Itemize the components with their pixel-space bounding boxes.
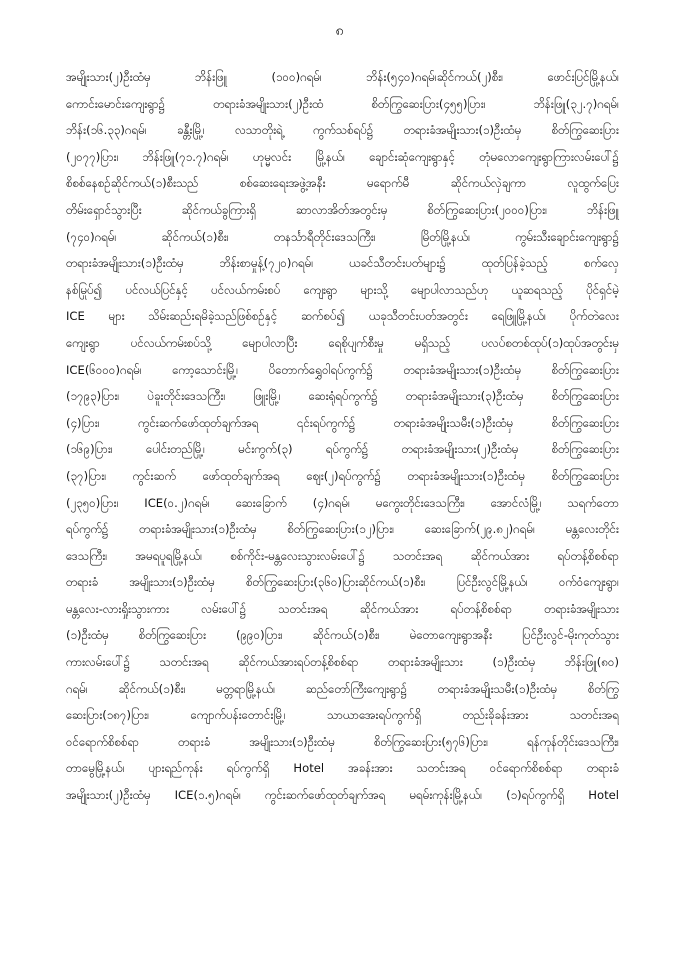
text-line: ဝင်ရောက်စိစစ်ရာ တရားခံ အမျိုးသား(၁)ဦးထံမှ စိတ်ကြွဆေးပြား(၅၇၆)ပြား၊ ရန်ကုန်တိုင်းဒေသကြီး၊ xyxy=(66,734,619,749)
text-line: အမျိုးသား(၂)ဦးထံမှ ICE(၁.၅)ဂရမ်၊ ကွင်းဆက်ဖော်ထုတ်ချက်အရ မရမ်းကုန်းမြို့နယ်၊ (၁)ရပ်ကွက်ရှိ Hotel xyxy=(66,788,619,803)
text-line: ကားလမ်းပေါ်၌ သတင်းအရ ဆိုင်ကယ်အားရပ်တန့်စိစစ်ရာ တရားခံအမျိုးသား (၁)ဦးထံမှ ဘိန်းဖြူ(၈၀) xyxy=(66,655,619,670)
text-line: ဒေသကြီး၊ အမရပူရမြို့နယ်၊ စစ်ကိုင်း-မန္တလေးသွားလမ်းပေါ်၌ သတင်းအရ ဆိုင်ကယ်အား ရပ်တန့်စိစစ်ရာ xyxy=(66,548,619,563)
text-line: မန္တလေး-လားရှိုးသွားကား လမ်းပေါ်၌ သတင်းအရ ဆိုင်ကယ်အား ရပ်တန့်စိစစ်ရာ တရားခံအမျိုးသား xyxy=(66,601,619,616)
text-line: (၇၄၀)ဂရမ်၊ ဆိုင်ကယ်(၁)စီး၊ တနင်္သာရီတိုင်းဒေသကြီး၊ မြိတ်မြို့နယ်၊ ကွမ်းသီးချောင်းကျေးရွာ၌ xyxy=(66,229,619,244)
text-line: တိမ်းရှောင်သွားပြီး ဆိုင်ကယ်ခွကြားရှိ ဆာလာအိတ်အတွင်းမှ စိတ်ကြွဆေးပြား(၂၀၀၀)ပြား၊ ဘိန်းဖြူ xyxy=(66,202,619,217)
text-line: (၂၀၇၇)ပြား၊ ဘိန်းဖြူ(၇၁.၇)ဂရမ်၊ ဟုမ္မလင်း မြို့နယ်၊ ချောင်းဆုံကျေးရွာနှင့် တုံမလောကျေးရွာကြားလမ်းပေါ်၌ xyxy=(66,149,619,164)
text-line: အမျိုးသား(၂)ဦးထံမှ ဘိန်းဖြူ (၁၀၀)ဂရမ်၊ ဘိန်း(၅၄၀)ဂရမ်၊ဆိုင်ကယ်(၂)စီး၊ ဖောင်းပြင်မြို့နယ်၊ xyxy=(66,70,619,84)
text-line: ICE(၆၀၀၀)ဂရမ်၊ ကော့သောင်းမြို့၊ ပိတောက်ရွှေဝါရပ်ကွက်၌ တရားခံအမျိုးသား(၁)ဦးထံမှ စိတ်ကြွဆေးပြား xyxy=(66,362,619,377)
page-number: ၈ xyxy=(335,23,344,39)
text-line: (၁၆၉)ပြား၊ ပေါင်းတည်မြို့၊ မင်းကွက်(၃) ရပ်ကွက်၌ တရားခံအမျိုးသား(၂)ဦးထံမှ စိတ်ကြွဆေးပြား xyxy=(66,442,619,457)
text-line: ကျေးရွာ ပင်လယ်ကမ်းစပ်သို့ မျောပါလာပြီး ရေစိုပျက်စီးမှု မရှိသည့် ပလပ်စတစ်ထုပ်(၁)ထုပ်အတွင်းမှ xyxy=(66,335,619,350)
text-line: (၄)ပြား၊ ကွင်းဆက်ဖော်ထုတ်ချက်အရ ၎င်းရပ်ကွက်၌ တရားခံအမျိုးသမီး(၁)ဦးထံမှ စိတ်ကြွဆေးပြား xyxy=(66,415,619,430)
text-line: (၁၇၉၃)ပြား၊ ပဲခူးတိုင်းဒေသကြီး၊ ဖြူးမြို့၊ ဆေးရုံရပ်ကွက်၌ တရားခံအမျိုးသား(၃)ဦးထံမှ စိတ်ကြွဆေးပြား xyxy=(66,389,619,404)
text-line: (၃၇)ပြား၊ ကွင်းဆက် ဖော်ထုတ်ချက်အရ ဈေး(၂)ရပ်ကွက်၌ တရားခံအမျိုးသား(၁)ဦးထံမှ စိတ်ကြွဆေးပြား xyxy=(66,468,619,483)
text-line: နစ်မြုပ်၍ ပင်လယ်ပြင်နှင့် ပင်လယ်ကမ်းစပ် ကျေးရွာ များသို့ မျောပါလာသည်ဟု ယူဆရသည့် ပိုင်ရှင်မဲ့ xyxy=(66,282,619,297)
text-line: ဆေးပြား(၁၈၇)ပြား၊ ကျောက်ပန်းတောင်းမြို့၊ သာယာအေးရပ်ကွက်ရှိ တည်းခိုခန်းအား သတင်းအရ xyxy=(66,708,619,723)
text-line: ရပ်ကွက်၌ တရားခံအမျိုးသား(၁)ဦးထံမှ စိတ်ကြွဆေးပြား(၁၂)ပြား၊ ဆေးခြောက်(၂၉.၈၂)ဂရမ်၊ မန္တလေးတိုင်း xyxy=(66,522,619,537)
text-line: ICE များ သိမ်းဆည်းရမိခဲ့သည်ဖြစ်စဉ်နှင့် ဆက်စပ်၍ ယခုသီတင်းပတ်အတွင်း ရေဖြူမြို့နယ်၊ ပိုက်တဲလေး xyxy=(66,309,619,324)
text-line: တရားခံအမျိုးသား(၁)ဦးထံမှ ဘိန်းစာမှုန့်(၇၂၀)ဂရမ်၊ ယခင်သီတင်းပတ်များ၌ ထုတ်ပြန်ခဲ့သည့် စက်လှေ xyxy=(66,256,619,271)
text-line: (၂၃၅၀)ပြား၊ ICE(၀.၂)ဂရမ်၊ ဆေးခြောက် (၄)ဂရမ်၊ မကွေးတိုင်းဒေသကြီး၊ အောင်လံမြို့၊ သရက်တော xyxy=(66,495,619,510)
text-line: ဘိန်း(၁၆.၃၃)ဂရမ်၊ ခန္တီးမြို့၊ လသာတိုးရဲ့ ကွက်သစ်ရပ်၌ တရားခံအမျိုးသား(၁)ဦးထံမှ စိတ်ကြွဆေးပြား xyxy=(66,123,619,138)
text-line: စိစစ်နေစဉ်ဆိုင်ကယ်(၁)စီးသည် စစ်ဆေးရေးအဖွဲ့အနီး မရောက်မီ ဆိုင်ကယ်လှဲချကာ လူထွက်ပြေး xyxy=(66,176,619,191)
text-line: တာမွေမြို့နယ်၊ ပျားရည်ကုန်း ရပ်ကွက်ရှိ Hotel အခန်းအား သတင်းအရ ဝင်ရောက်စိစစ်ရာ တရားခံ xyxy=(66,761,619,776)
text-line: (၁)ဦးထံမှ စိတ်ကြွဆေးပြား (၉၉၀)ပြား၊ ဆိုင်ကယ်(၁)စီး၊ မဲတောကျေးရွာအနီး ပြင်ဦးလွင်-မိုးကုတ်သွား xyxy=(66,628,619,643)
document-body xyxy=(66,64,619,809)
text-line: ကောင်းမောင်းကျေးရွာ၌ တရားခံအမျိုးသား(၂)ဦးထံ စိတ်ကြွဆေးပြား(၄၅၅)ပြား၊ ဘိန်းဖြူ(၃၂.၇)ဂရမ်၊ xyxy=(66,96,619,111)
text-line: တရားခံ အမျိုးသား(၁)ဦးထံမှ စိတ်ကြွဆေးပြား(၃၆၀)ပြားဆိုင်ကယ်(၁)စီး၊ ပြင်ဦးလွင်မြို့နယ်၊ ဝက်ဝံကျေးရွာ၊ xyxy=(66,575,619,590)
text-line: ဂရမ်၊ ဆိုင်ကယ်(၁)စီး၊ မတ္တရာမြို့နယ်၊ ဆည်တော်ကြီးကျေးရွာ၌ တရားခံအမျိုးသမီး(၁)ဦးထံမှ စိတ်ကြွ xyxy=(66,681,619,696)
